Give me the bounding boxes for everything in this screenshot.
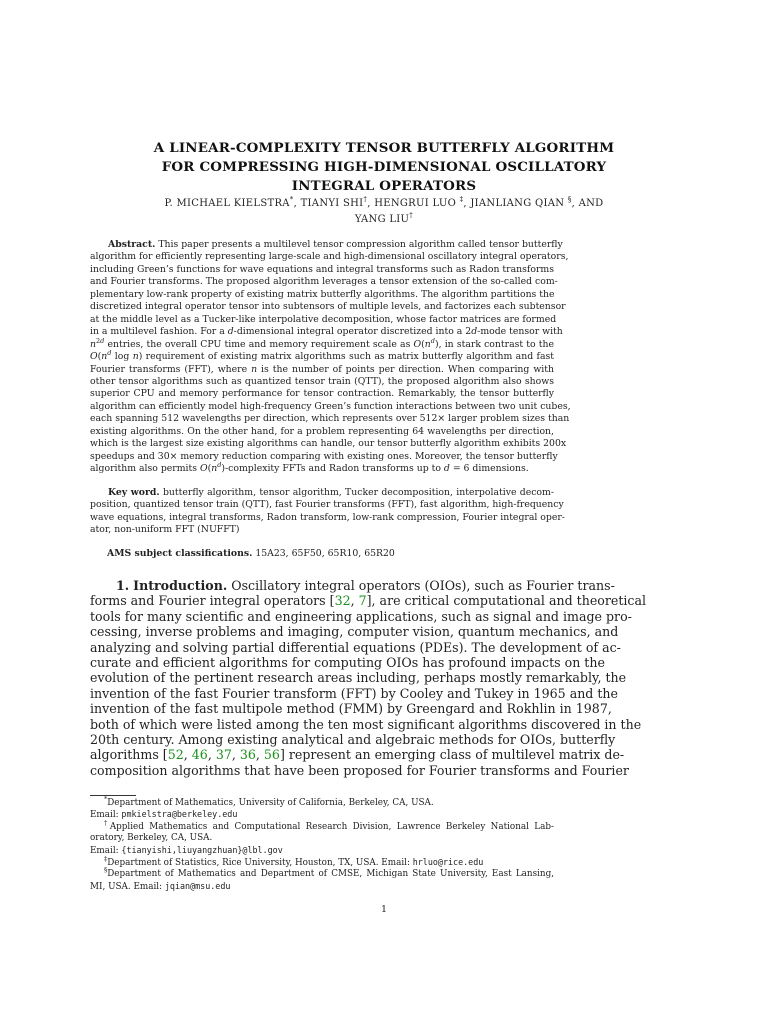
author-mark: † xyxy=(409,211,414,220)
title-line-2: FOR COMPRESSING HIGH-DIMENSIONAL OSCILLATORY xyxy=(161,159,607,175)
abstract-line: Abstract. This paper presents a multilevel tensor compression algorithm called tensor butterfly xyxy=(108,239,563,250)
abstract-line: which is the largest size existing algorithms can handle, our tensor butterfly algorithm exhibits 200x xyxy=(90,438,567,450)
author-luo: HENGRUI LUO xyxy=(374,198,457,209)
intro-line: curate and efficient algorithms for computing OIOs has profound impacts on the xyxy=(90,655,605,671)
citation-link[interactable]: 46 xyxy=(191,747,208,763)
section-number: 1. xyxy=(116,578,130,593)
intro-text: ] represent an emerging class of multilevel matrix de- xyxy=(279,747,625,763)
footnote-line xyxy=(90,795,554,809)
abstract-line: other tensor algorithms such as quantized tensor train (QTT), the proposed algorithm also shows xyxy=(90,375,554,387)
footnote-rule xyxy=(90,795,136,796)
author-liu: YANG LIU xyxy=(354,214,410,225)
abstract-line: in a multilevel fashion. For a d-dimensional integral operator discretized into a 2d-mode tensor with xyxy=(90,326,563,338)
abstract-line: algorithm also permits $O(n^d)$-complexity FFTs and Radon transforms up to d = 6 dimensions. xyxy=(90,461,529,475)
abstract-line: and Fourier transforms. The proposed algorithm leverages a tensor extension of the so-called com- xyxy=(90,276,558,288)
intro-line xyxy=(90,578,615,593)
footnote-line xyxy=(90,845,554,857)
intro-line: algorithms [52, 46, 37, 36, 56] represent an emerging class of multilevel matrix de- xyxy=(90,747,625,763)
abstract-line: speedups and 30× memory reduction comparing with existing ones. Moreover, the tensor butterfly xyxy=(90,450,558,462)
abstract-line: $O(n^d$ log n) requirement of existing matrix algorithms such as matrix butterfly algorithm and fast xyxy=(90,348,555,363)
author-line-1: P. MICHAEL KIELSTRA*, TIANYI SHI†, HENGRUI LUO ‡, JIANLIANG QIAN §, AND xyxy=(164,195,604,209)
email-label: Email: xyxy=(90,810,119,821)
footnote-text: MI, USA. Email: xyxy=(90,881,163,892)
page-number: 1 xyxy=(380,904,388,915)
abstract-line: each spanning 512 wavelengths per direction, which represents over 512× larger problem sizes than xyxy=(90,413,570,425)
footnote-line xyxy=(90,881,554,893)
author-mark: † xyxy=(363,195,368,204)
author-mark: ‡ xyxy=(459,195,464,204)
author-qian: JIANLIANG QIAN xyxy=(470,198,565,209)
author-shi: TIANYI SHI xyxy=(300,198,364,209)
abstract-line: Fourier transforms (FFT), where n is the number of points per direction. When comparing with xyxy=(90,363,554,375)
intro-line xyxy=(90,593,647,609)
paper-title xyxy=(90,139,678,196)
keyword-line: position, quantized tensor train (QTT), fast Fourier transforms (FFT), fast algorithm, high-frequency xyxy=(90,499,564,511)
intro-line: cessing, inverse problems and imaging, computer vision, quantum mechanics, and xyxy=(90,624,619,640)
citation-link[interactable]: 56 xyxy=(263,747,280,763)
keyword-line: Key word. butterfly algorithm, tensor algorithm, Tucker decomposition, interpolative decom- xyxy=(108,487,554,498)
footnote-text: Applied Mathematics and Computational Research Division, Lawrence Berkeley National Lab- xyxy=(109,821,554,832)
intro-line: invention of the fast multipole method (FMM) by Greengard and Rokhlin in 1987, xyxy=(90,701,612,717)
footnotes xyxy=(90,795,554,893)
footnote-mark: § xyxy=(104,866,108,875)
intro-line: composition algorithms that have been proposed for Fourier transforms and Fourier xyxy=(90,762,629,778)
abstract-line: at the middle level as a Tucker-like interpolative decomposition, whose factor matrices are formed xyxy=(90,313,557,325)
keyword-line: ator, non-uniform FFT (NUFFT) xyxy=(90,524,240,536)
abstract xyxy=(90,239,571,476)
citation-link[interactable]: 36 xyxy=(239,747,256,763)
intro-text: forms and Fourier integral operators [ xyxy=(90,593,335,609)
footnote-line: oratory, Berkeley, CA, USA. xyxy=(90,833,213,844)
citation-link[interactable]: 37 xyxy=(215,747,232,763)
abstract-line: $n^{2d}$ entries, the overall CPU time and memory requirement scale as $O(n^d)$, in stark contrast to the xyxy=(90,336,554,350)
intro-line: tools for many scientific and engineering applications, such as signal and image pro- xyxy=(90,608,632,624)
abstract-line: discretized integral operator tensor into subtensors of multiple levels, and factorizes each subtensor xyxy=(90,301,566,313)
abstract-line: superior CPU and memory performance for tensor contraction. Remarkably, the tensor butterfly xyxy=(90,388,554,400)
ams-heading: AMS subject classifications. xyxy=(107,548,253,559)
author-list xyxy=(90,196,678,228)
author-mark: * xyxy=(289,195,294,204)
abstract-line: algorithm can efficiently model high-frequency Green’s function interactions between two unit cubes, xyxy=(90,400,571,412)
abstract-line: existing algorithms. On the other hand, for a problem representing 64 wavelengths per direction, xyxy=(90,425,554,437)
ams-classifications xyxy=(107,548,395,559)
keywords xyxy=(90,487,565,537)
citation-link[interactable]: 7 xyxy=(358,593,367,609)
abstract-line: algorithm for efficiently representing large-scale and high-dimensional oscillatory integral operators, xyxy=(90,251,569,263)
intro-line: evolution of the pertinent research areas including, perhaps mostly remarkably, the xyxy=(90,670,627,686)
intro-line: both of which were listed among the ten most significant algorithms discovered in the xyxy=(90,716,642,732)
citation-link[interactable]: 32 xyxy=(334,593,351,609)
intro-text: Oscillatory integral operators (OIOs), such as Fourier trans- xyxy=(231,578,615,593)
abstract-line: plementary low-rank property of existing matrix butterfly algorithms. The algorithm partitions the xyxy=(90,288,555,300)
introduction-section xyxy=(90,578,647,778)
intro-line: analyzing and solving partial differential equations (PDEs). The development of ac- xyxy=(90,639,621,655)
footnote-line xyxy=(90,866,554,880)
citation-separator: , xyxy=(350,593,359,609)
footnote-text: Department of Mathematics, University of California, Berkeley, CA, USA. xyxy=(107,798,434,808)
email-address: {tianyishi,liuyangzhuan}@lbl.gov xyxy=(121,844,283,855)
author-kielstra: P. MICHAEL KIELSTRA xyxy=(164,198,290,209)
footnote-text: Department of Mathematics and Department of CMSE, Michigan State University, East Lansing, xyxy=(107,869,554,880)
author-line-2 xyxy=(90,212,678,228)
abstract-line: including Green’s functions for wave equations and integral transforms such as Radon transforms xyxy=(90,263,554,275)
author-mark: § xyxy=(567,195,572,204)
citation-link[interactable]: 52 xyxy=(167,747,184,763)
email-address: hrluo@rice.edu xyxy=(412,857,484,868)
intro-text: algorithms [ xyxy=(90,747,168,763)
section-heading: Introduction. xyxy=(133,578,228,593)
footnote-line xyxy=(90,857,554,869)
email-address: pmkielstra@berkeley.edu xyxy=(121,809,238,820)
keyword-line: wave equations, integral transforms, Radon transform, low-rank compression, Fourier integral oper- xyxy=(90,511,565,523)
footnote-mark: ‡ xyxy=(104,855,108,864)
intro-line: invention of the fast Fourier transform (FFT) by Cooley and Tukey in 1965 and the xyxy=(90,685,618,701)
keyword-heading: Key word. xyxy=(108,487,160,498)
author-and: AND xyxy=(578,198,604,209)
footnote-line xyxy=(90,809,554,821)
email-label: Email: xyxy=(90,845,119,856)
footnote-mark: † xyxy=(104,818,110,827)
abstract-heading: Abstract. xyxy=(108,239,156,250)
ams-value: 15A23, 65F50, 65R10, 65R20 xyxy=(255,548,395,559)
footnote-line xyxy=(90,818,554,833)
footnote-mark: * xyxy=(104,795,108,804)
intro-line: 20th century. Among existing analytical and algebraic methods for OIOs, butterfly xyxy=(90,732,616,748)
title-line-3: INTEGRAL OPERATORS xyxy=(291,178,477,194)
title-line-1: A LINEAR-COMPLEXITY TENSOR BUTTERFLY ALGORITHM xyxy=(153,140,615,156)
footnote-text: Department of Statistics, Rice University, Houston, TX, USA. Email: xyxy=(107,858,410,869)
intro-text: ], are critical computational and theoretical xyxy=(366,593,647,609)
email-address: jqian@msu.edu xyxy=(164,880,231,891)
